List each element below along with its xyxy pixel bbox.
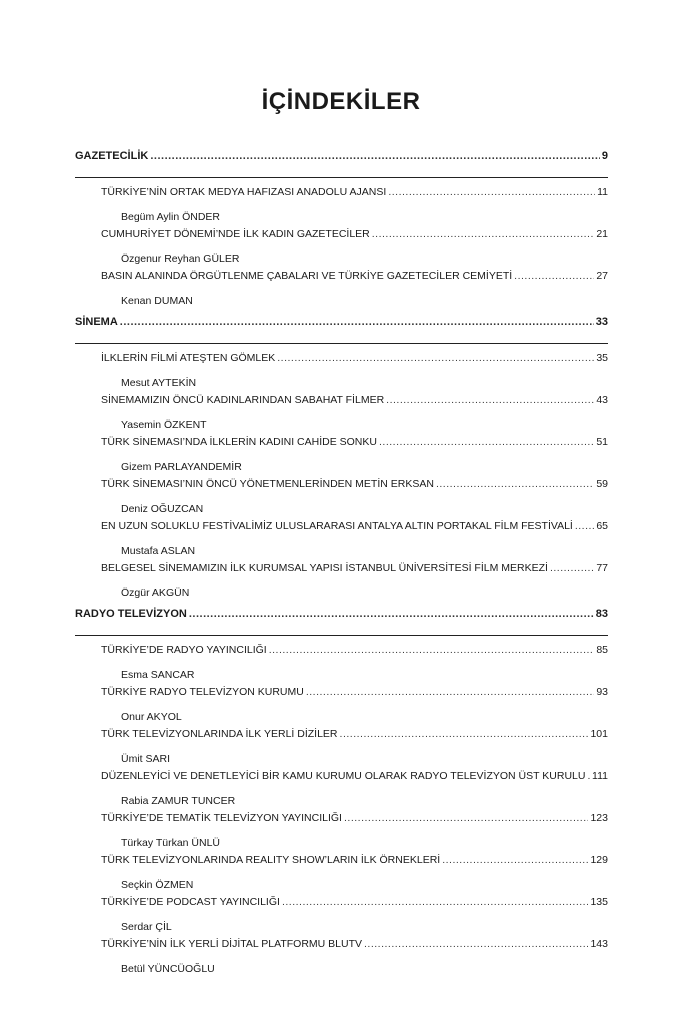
section-page-number: 9 <box>601 150 608 162</box>
entry-title: TÜRK SİNEMASI’NDA İLKLERİN KADINI CAHİDE SONKU <box>101 436 377 448</box>
dot-leader <box>550 562 594 574</box>
entry-author: Özgenur Reyhan GÜLER <box>121 253 240 265</box>
entry-title: İLKLERİN FİLMİ ATEŞTEN GÖMLEK <box>101 352 276 364</box>
page-title: İÇİNDEKİLER <box>261 88 421 115</box>
section-title: GAZETECİLİK <box>75 150 149 162</box>
dot-leader <box>277 352 594 364</box>
dot-leader <box>575 520 594 532</box>
dot-leader <box>372 228 595 240</box>
entry-title: TÜRKİYE’DE PODCAST YAYINCILIĞI <box>101 896 280 908</box>
dot-leader <box>436 478 594 490</box>
entry-author: Serdar ÇİL <box>121 921 172 933</box>
toc-entry[interactable] <box>101 562 608 583</box>
toc-entry[interactable] <box>101 686 608 707</box>
section-title: RADYO TELEVİZYON <box>75 608 187 620</box>
entry-title: BASIN ALANINDA ÖRGÜTLENME ÇABALARI VE TÜRKİYE GAZETECİLER CEMİYETİ <box>101 270 513 282</box>
entry-author: Mesut AYTEKİN <box>121 377 197 389</box>
entry-title: CUMHURİYET DÖNEMİ’NDE İLK KADIN GAZETECİLER <box>101 228 370 240</box>
entry-title: TÜRKİYE’NİN ORTAK MEDYA HAFIZASI ANADOLU AJANSI <box>101 186 387 198</box>
toc-entry[interactable] <box>101 728 608 749</box>
entry-page-number: 85 <box>596 644 608 656</box>
toc-entry[interactable] <box>101 854 608 875</box>
toc-entry[interactable] <box>101 520 608 541</box>
dot-leader <box>189 608 594 620</box>
dot-leader <box>306 686 594 698</box>
dot-leader <box>150 150 600 162</box>
section-divider <box>75 177 608 178</box>
entry-author: Türkay Türkan ÜNLÜ <box>121 837 221 849</box>
section-divider <box>75 635 608 636</box>
entry-author: Ümit SARI <box>121 753 171 765</box>
section-heading[interactable] <box>75 608 608 629</box>
entry-title: TÜRKİYE’DE RADYO YAYINCILIĞI <box>101 644 267 656</box>
entry-title: TÜRKİYE’NİN İLK YERLİ DİJİTAL PLATFORMU BLUTV <box>101 938 362 950</box>
entry-author: Yasemin ÖZKENT <box>121 419 207 431</box>
entry-page-number: 21 <box>596 228 608 240</box>
entry-title: TÜRK SİNEMASI’NIN ÖNCÜ YÖNETMENLERİNDEN METİN ERKSAN <box>101 478 434 490</box>
entry-page-number: 111 <box>592 770 608 782</box>
dot-leader <box>340 728 589 740</box>
entry-page-number: 27 <box>596 270 608 282</box>
entry-title: DÜZENLEYİCİ VE DENETLEYİCİ BİR KAMU KURUMU OLARAK RADYO TELEVİZYON ÜST KURULU <box>101 770 586 782</box>
table-of-contents <box>75 150 608 980</box>
entry-author: Onur AKYOL <box>121 711 182 723</box>
toc-section <box>75 150 608 316</box>
entry-page-number: 93 <box>596 686 608 698</box>
entry-title: BELGESEL SİNEMAMIZIN İLK KURUMSAL YAPISI İSTANBUL ÜNİVERSİTESİ FİLM MERKEZİ <box>101 562 548 574</box>
toc-entry[interactable] <box>101 436 608 457</box>
entry-page-number: 143 <box>590 938 608 950</box>
dot-leader <box>442 854 588 866</box>
entry-page-number: 35 <box>596 352 608 364</box>
entry-page-number: 129 <box>590 854 608 866</box>
entry-page-number: 135 <box>590 896 608 908</box>
toc-section <box>75 316 608 608</box>
section-title: SİNEMA <box>75 316 118 328</box>
dot-leader <box>344 812 588 824</box>
toc-entry[interactable] <box>101 812 608 833</box>
entry-page-number: 77 <box>596 562 608 574</box>
toc-entry[interactable] <box>101 394 608 415</box>
entry-title: TÜRK TELEVİZYONLARINDA REALITY SHOW’LARIN İLK ÖRNEKLERİ <box>101 854 441 866</box>
dot-leader <box>120 316 594 328</box>
toc-entry[interactable] <box>101 228 608 249</box>
entry-title: EN UZUN SOLUKLU FESTİVALİMİZ ULUSLARARASI ANTALYA ALTIN PORTAKAL FİLM FESTİVALİ <box>101 520 573 532</box>
entry-page-number: 51 <box>596 436 608 448</box>
dot-leader <box>364 938 588 950</box>
dot-leader <box>514 270 594 282</box>
toc-section <box>75 608 608 980</box>
entry-page-number: 65 <box>596 520 608 532</box>
toc-entry[interactable] <box>101 478 608 499</box>
dot-leader <box>282 896 589 908</box>
section-divider <box>75 343 608 344</box>
entry-page-number: 59 <box>596 478 608 490</box>
entry-page-number: 11 <box>597 186 608 198</box>
entry-title: TÜRKİYE’DE TEMATİK TELEVİZYON YAYINCILIĞI <box>101 812 342 824</box>
section-page-number: 83 <box>595 608 608 620</box>
section-heading[interactable] <box>75 150 608 171</box>
toc-entry[interactable] <box>101 644 608 665</box>
section-heading[interactable] <box>75 316 608 337</box>
toc-entry[interactable] <box>101 270 608 291</box>
toc-entry[interactable] <box>101 770 608 791</box>
entry-author: Seçkin ÖZMEN <box>121 879 194 891</box>
entry-author: Esma SANCAR <box>121 669 195 681</box>
dot-leader <box>269 644 595 656</box>
toc-entry[interactable] <box>101 186 608 207</box>
entry-author: Deniz OĞUZCAN <box>121 503 204 515</box>
section-page-number: 33 <box>595 316 608 328</box>
dot-leader <box>388 186 595 198</box>
entry-page-number: 43 <box>596 394 608 406</box>
entry-title: TÜRKİYE RADYO TELEVİZYON KURUMU <box>101 686 304 698</box>
entry-author: Gizem PARLAYANDEMİR <box>121 461 242 473</box>
entry-author: Begüm Aylin ÖNDER <box>121 211 221 223</box>
entry-title: SİNEMAMIZIN ÖNCÜ KADINLARINDAN SABAHAT FİLMER <box>101 394 385 406</box>
toc-entry[interactable] <box>101 896 608 917</box>
entry-author: Mustafa ASLAN <box>121 545 196 557</box>
dot-leader <box>379 436 594 448</box>
dot-leader <box>587 770 590 782</box>
dot-leader <box>386 394 594 406</box>
toc-entry[interactable] <box>101 938 608 959</box>
entry-page-number: 101 <box>590 728 608 740</box>
entry-title: TÜRK TELEVİZYONLARINDA İLK YERLİ DİZİLER <box>101 728 338 740</box>
toc-entry[interactable] <box>101 352 608 373</box>
entry-author: Kenan DUMAN <box>121 295 193 307</box>
entry-author: Betül YÜNCÜOĞLU <box>121 963 215 975</box>
entry-author: Özgür AKGÜN <box>121 587 190 599</box>
entry-author: Rabia ZAMUR TUNCER <box>121 795 236 807</box>
entry-page-number: 123 <box>590 812 608 824</box>
